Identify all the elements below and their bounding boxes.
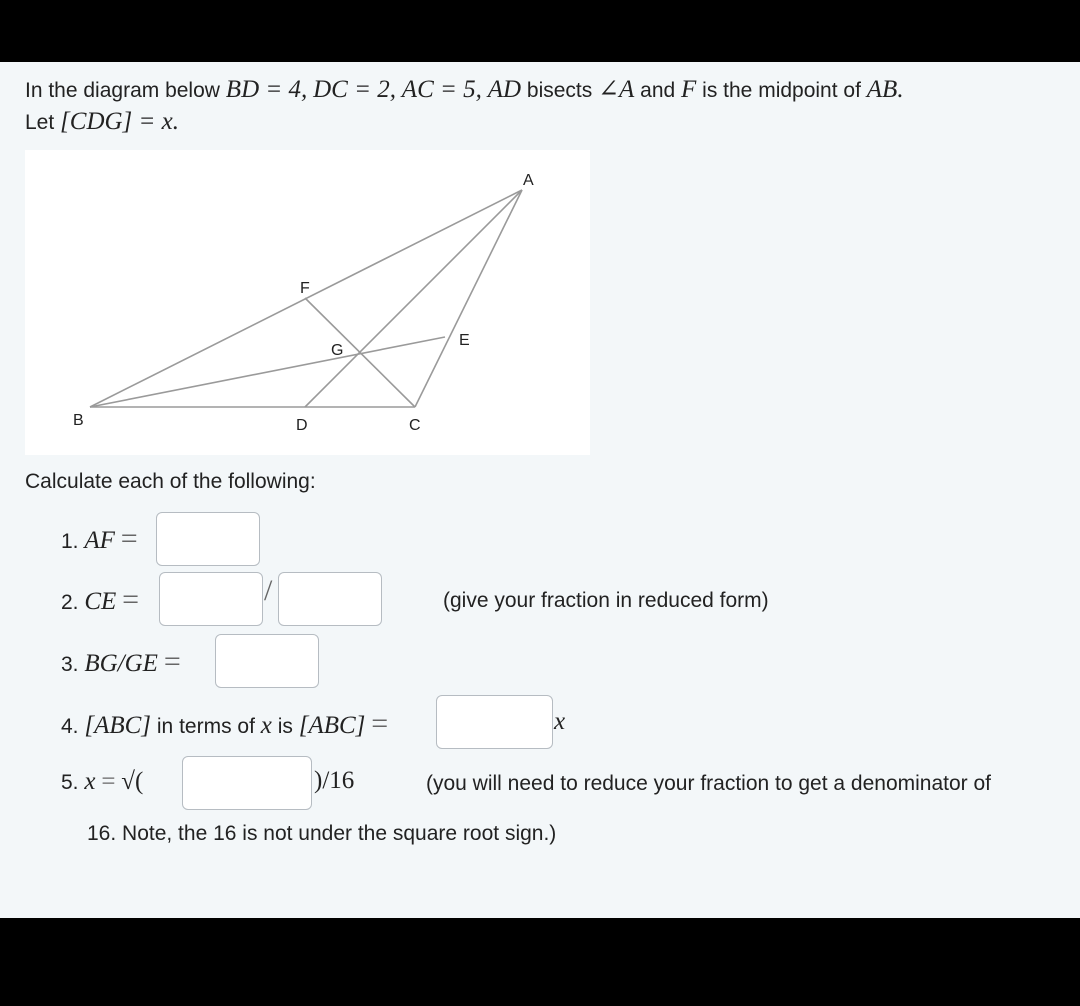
prompt-text: Calculate each of the following: <box>25 470 316 493</box>
q4-is-text: is <box>277 715 293 738</box>
label-b: B <box>73 412 84 429</box>
ac-given: AC = 5, <box>401 76 482 103</box>
q1-number: 1. <box>61 530 79 553</box>
q3-label <box>61 645 181 679</box>
q5-hint-line-2: 16. Note, the 16 is not under the square root sign.) <box>87 822 557 845</box>
q5-equals: = <box>101 768 116 795</box>
q2-fraction-slash: / <box>264 574 273 607</box>
q2-expression: CE <box>84 588 117 615</box>
q5-hint-line-1: (you will need to reduce your fraction to get a denominator of <box>426 772 991 795</box>
q1-answer-input[interactable] <box>156 512 260 566</box>
q4-in-terms-of: in terms of <box>156 715 255 738</box>
q3-number: 3. <box>61 653 79 676</box>
q4-number: 4. <box>61 715 79 738</box>
problem-statement-line-1 <box>25 74 904 104</box>
q4-equals: = <box>371 707 389 740</box>
ab-segment: AB. <box>866 76 904 103</box>
q3-answer-input[interactable] <box>215 634 319 688</box>
angle-a: ∠A <box>598 76 635 103</box>
q2-label <box>61 583 139 617</box>
q4-variable-x: x <box>260 712 272 739</box>
q2-number: 2. <box>61 591 79 614</box>
q5-answer-input[interactable] <box>182 756 312 810</box>
segment-be <box>90 337 445 407</box>
q1-label <box>61 522 138 556</box>
intro-text: In the diagram below <box>25 79 220 102</box>
label-g: G <box>331 342 344 359</box>
q2-equals: = <box>122 583 140 616</box>
q1-equals: = <box>120 522 138 555</box>
q4-suffix-x: x <box>554 708 566 735</box>
ad-segment: AD <box>487 76 522 103</box>
q4-label <box>61 707 388 741</box>
dc-given: DC = 2, <box>313 76 396 103</box>
q5-denominator-tail: )/16 <box>314 767 355 794</box>
point-f: F <box>681 76 697 103</box>
diagram-svg <box>25 150 590 455</box>
and-text: and <box>640 79 676 102</box>
q2-hint: (give your fraction in reduced form) <box>443 589 769 612</box>
bisects-text: bisects <box>526 79 593 102</box>
q2-numerator-input[interactable] <box>159 572 263 626</box>
q1-expression: AF <box>84 527 115 554</box>
midpoint-text: is the midpoint of <box>702 79 861 102</box>
segment-ad <box>305 190 522 407</box>
label-c: C <box>409 417 421 434</box>
segment-ca <box>415 190 522 407</box>
q5-number: 5. <box>61 771 79 794</box>
sqrt-symbol-icon: √( <box>121 768 144 795</box>
label-a: A <box>523 172 534 189</box>
label-d: D <box>296 417 308 434</box>
label-e: E <box>459 332 470 349</box>
q4-area-abc-2: [ABC] <box>298 712 366 739</box>
q5-variable-x: x <box>84 768 96 795</box>
q4-answer-input[interactable] <box>436 695 553 749</box>
q3-equals: = <box>163 645 181 678</box>
q2-denominator-input[interactable] <box>278 572 382 626</box>
cdg-area: [CDG] = x. <box>60 108 180 135</box>
q3-expression: BG/GE <box>84 650 158 677</box>
let-text: Let <box>25 111 55 134</box>
triangle-diagram <box>25 150 590 455</box>
q5-label <box>61 768 143 796</box>
q4-area-abc: [ABC] <box>84 712 152 739</box>
question-page <box>0 62 1080 918</box>
bd-given: BD = 4, <box>225 76 308 103</box>
label-f: F <box>300 280 310 297</box>
problem-statement-line-2 <box>25 108 179 136</box>
